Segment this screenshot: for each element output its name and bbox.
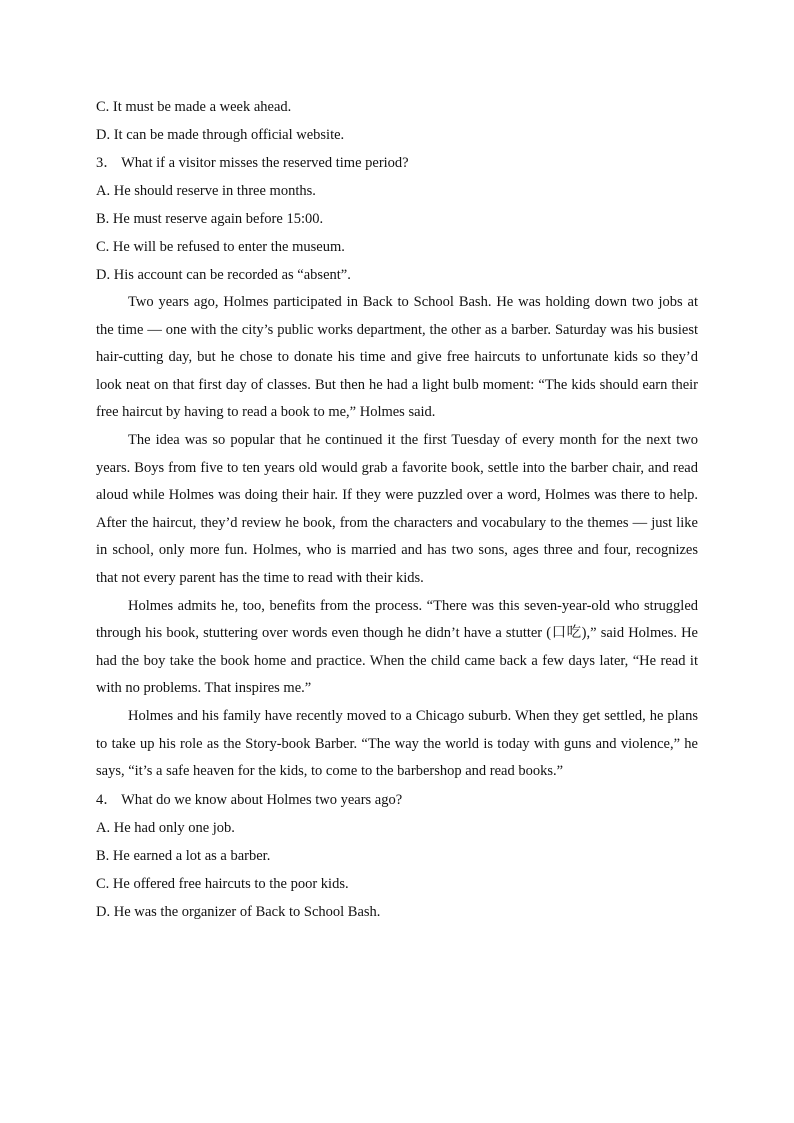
question-4-stem: 4． What do we know about Holmes two years ago?: [96, 791, 403, 808]
q3-option-c: C. He will be refused to enter the museum.: [96, 239, 345, 255]
question-3-stem: 3． What if a visitor misses the reserved time period?: [96, 155, 409, 171]
q4-option-c: C. He offered free haircuts to the poor kids.: [96, 875, 349, 892]
q4-option-b: B. He earned a lot as a barber.: [96, 847, 271, 864]
q4-option-d: D. He was the organizer of Back to School Bash.: [96, 903, 381, 920]
passage-paragraph-2: The idea was so popular that he continued it the first Tuesday of every month for the next two years. Boys from five to ten years old would grab a favorite book, settle into the barber chair, and read aloud while Holmes was doing their hair. If they were puzzled over a word, Holmes was there to help. After the haircut, they’d review he book, from the characters and vocabulary to the themes — just like in school, only more fun. Holmes, who is married and has two sons, ages three and four, recognizes that not every parent has the time to read with their kids.: [96, 431, 698, 586]
option-c: C. It must be made a week ahead.: [96, 99, 292, 115]
q4-option-a: A. He had only one job.: [96, 819, 235, 836]
passage-paragraph-4: Holmes and his family have recently moved to a Chicago suburb. When they get settled, he plans to take up his role as the Story-book Barber. “The way the world is today with guns and violence,” he says, “it’s a safe heaven for the kids, to come to the barbershop and read books.”: [96, 707, 698, 780]
question-3: [96, 149, 698, 289]
q2-options-tail: [96, 93, 698, 149]
passage-paragraph-1: Two years ago, Holmes participated in Back to School Bash. He was holding down two jobs at the time — one with the city’s public works department, the other as a barber. Saturday was his busiest hair-cutting day, but he chose to donate his time and give free haircuts to unfortunate kids so they’d look neat on that first day of classes. But then he had a light bulb moment: “The kids should earn their free haircut by having to read a book to me,” Holmes said.: [96, 294, 698, 421]
option-d: D. It can be made through official website.: [96, 127, 345, 143]
reading-passage: [96, 289, 698, 786]
q3-option-a: A. He should reserve in three months.: [96, 183, 316, 199]
passage-paragraph-3: Holmes admits he, too, benefits from the process. “There was this seven-year-old who struggled through his book, stuttering over words even though he didn’t have a stutter (口吃),” said Holmes. He had the boy take the book home and practice. When the child came back a few days later, “He read it with no problems. That inspires me.”: [96, 597, 698, 697]
q3-option-d: D. His account can be recorded as “absent”.: [96, 267, 351, 283]
q3-option-b: B. He must reserve again before 15:00.: [96, 211, 324, 227]
question-4: [96, 786, 698, 926]
document-page: [96, 93, 698, 926]
